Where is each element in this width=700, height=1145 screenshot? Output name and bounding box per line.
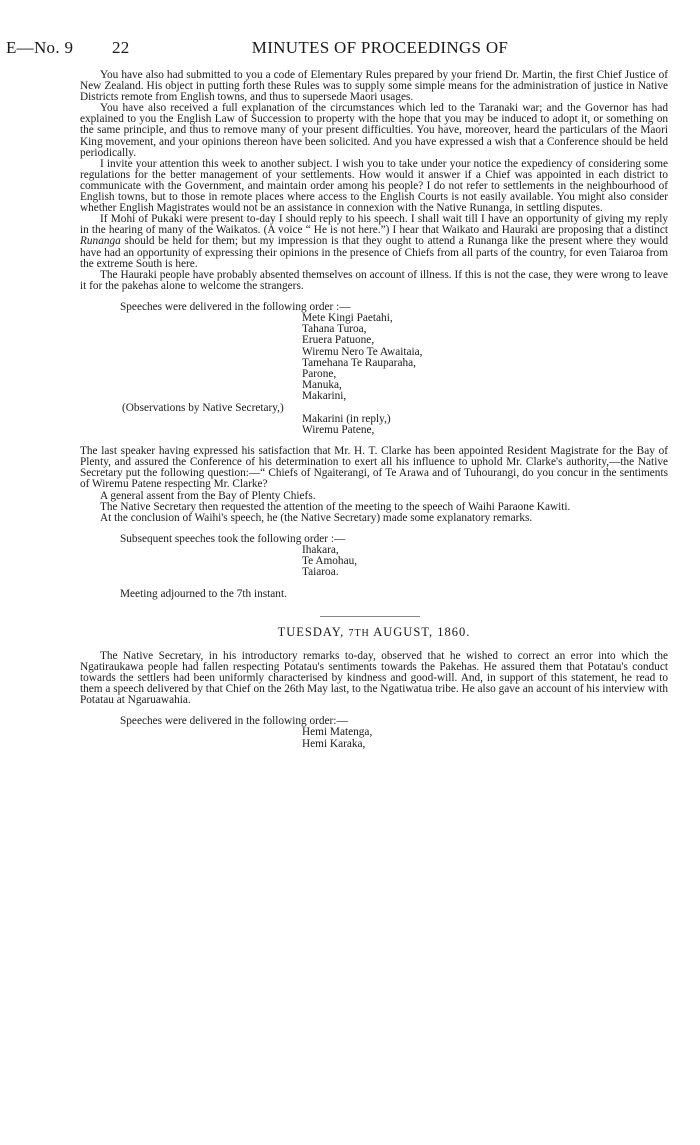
speaker-list — [302, 414, 668, 436]
subsequent-intro: Subsequent speeches took the following order :— — [120, 532, 346, 545]
speaker-list — [302, 313, 668, 403]
speaker-list — [302, 727, 668, 749]
speeches-intro: Speeches were delivered in the following order :— — [120, 300, 351, 313]
paragraph-mohi-of-pukaki — [80, 214, 668, 269]
paragraph-clarke: The last speaker having expressed his satisfaction that Mr. H. T. Clarke has been appointed Resident Magistrate for the Bay of Plenty, and assured the Conference of his determination to exert all his influence to uphold Mr. Clarke's authority,—the Native Secretary put the following question:—“ Chiefs of Ngaiterangi, of Te Arawa and of Tuhourangi, do you concur in the sentiments of Wiremu Patene respecting Mr. Clarke? — [80, 445, 668, 491]
speaker-name: Eruera Patuone, — [302, 334, 375, 347]
speaker-name: Wiremu Nero Te Awaitaia, — [302, 345, 423, 358]
paragraph-text: should be held for them; but my impression is that they ought to attend a Runanga like the present where they would have had an opportunity of expressing their opinions in the presence of Chiefs from all parts of the country, for even Taiaroa from the extreme South is here. — [80, 235, 668, 270]
speaker-name: Tamehana Te Rauparaha, — [302, 356, 416, 369]
speaker-list — [302, 545, 668, 579]
speaker-name: Te Amohau, — [302, 555, 358, 568]
page-title: MINUTES OF PROCEEDINGS OF — [251, 38, 509, 57]
page-header — [0, 38, 700, 62]
paragraph-potatau: The Native Secretary, in his introductory remarks to-day, observed that he wished to correct an error into which the Ngatiraukawa people had fallen respecting Potatau's sentiments towards the Pakehas. He assured them that Potatau's conduct towards the settlers had been uniformly characterised by kindness and good-will. And, in support of this statement, he read to them a speech delivered by that Chief on the 26th May last, to the Ngatiwatua tribe. He also gave an account of his interview with Potatau at Ngaruawahia. — [80, 649, 668, 707]
paragraph-waihi-speech: The Native Secretary then requested the attention of the meeting to the speech of Waihi Paraone Kawiti. — [100, 500, 571, 513]
speaker-name: Makarini (in reply,) — [302, 412, 391, 425]
paragraph-elementary-rules: You have also had submitted to you a code of Elementary Rules prepared by your friend Dr. Martin, the first Chief Justice of New Zealand. His object in putting forth these Rules was to supply some simple means for the administration of justice in Native Districts remote from English towns, and thus to supersede Maori usages. — [80, 69, 668, 104]
adjournment-note: Meeting adjourned to the 7th instant. — [120, 587, 287, 600]
date-rest: AUGUST, 1860. — [373, 624, 471, 639]
date-day: TUESDAY, — [277, 624, 345, 639]
paragraph-hauraki: The Hauraki people have probably absented themselves on account of illness. If this is not the case, they were wrong to leave it for the pakehas alone to welcome the strangers. — [80, 268, 668, 292]
speaker-name: Tahana Turoa, — [302, 323, 367, 336]
speaker-name: Mete Kingi Paetahi, — [302, 311, 393, 324]
section-divider — [320, 616, 420, 617]
speaker-name: Hemi Matenga, — [302, 726, 373, 739]
paragraph-text: If Mohi of Pukaki were present to-day I should reply to his speech. I shall wait till I have an opportunity of giving my reply in the hearing of many of the Waikatos. (A voice “ He is not here.”) I hear that Waikato and Hauraki are proposing that a distinct — [80, 213, 668, 237]
page-number: 22 — [112, 38, 130, 57]
section-date — [80, 624, 668, 639]
speaker-name: Ihakara, — [302, 543, 339, 556]
speaker-name: Hemi Karaka, — [302, 737, 366, 750]
document-number: E—No. 9 — [6, 38, 74, 57]
document-body — [80, 70, 668, 750]
paragraph-explanatory-remarks: At the conclusion of Waihi's speech, he (the Native Secretary) made some explanatory remarks. — [100, 511, 533, 524]
observations-note: (Observations by Native Secretary,) — [122, 401, 284, 414]
speaker-name: Manuka, — [302, 379, 342, 392]
speaker-name: Makarini, — [302, 390, 347, 403]
italic-term: Runanga — [80, 235, 121, 248]
paragraph-taranaki-war: You have also received a full explanation of the circumstances which led to the Taranaki war; and the Governor has had explained to you the English Law of Succession to property with the hope that you may be induced to adopt it, or something on the same principle, and thus to remove many of your present difficulties. You have, moreover, heard the particulars of the Maori King movement, and your opinions thereon have been solicited. And you have expressed a wish that a Conference should be held periodically. — [80, 102, 668, 159]
paragraph-general-assent: A general assent from the Bay of Plenty Chiefs. — [100, 489, 316, 502]
speaker-name: Parone, — [302, 367, 337, 380]
date-ordinal: 7TH — [348, 627, 370, 639]
paragraph-settlements: I invite your attention this week to another subject. I wish you to take under your notice the expediency of considering some regulations for the better management of your settlements. How would it answer if a Chief was appointed in each district to communicate with the Government, and maintain order among his people? I do not refer to settlements in the neighbourhood of English towns, but to those in remote places where access to the English Courts is not easily available. You might also consider whether English Magistrates would not be an assistance in connexion with the Native Runanga, in settling disputes. — [80, 157, 668, 215]
speeches-intro-2: Speeches were delivered in the following order:— — [120, 715, 348, 728]
speaker-name: Wiremu Patene, — [302, 424, 375, 436]
speaker-name: Taiaroa. — [302, 566, 339, 579]
